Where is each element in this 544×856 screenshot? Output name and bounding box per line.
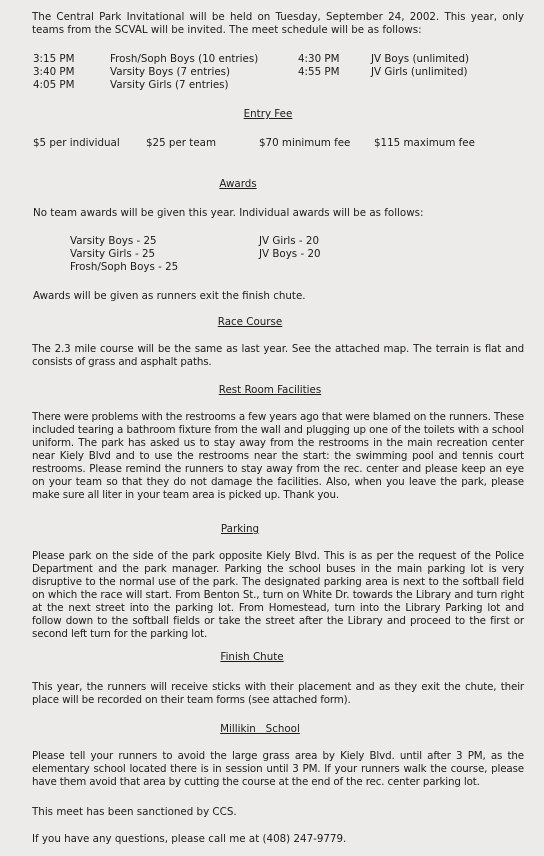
award-item: JV Girls - 20 [259, 235, 320, 247]
schedule-event: Frosh/Soph Boys (10 entries) [110, 53, 259, 65]
schedule-event: Varsity Boys (7 entries) [110, 66, 231, 78]
schedule-time: 3:40 PM [33, 66, 75, 78]
entry-fee-item: $115 maximum fee [374, 137, 475, 149]
finish-chute-heading: Finish Chute [220, 651, 284, 663]
entry-fee-heading: Entry Fee [243, 108, 293, 120]
awards-note: Awards will be given as runners exit the finish chute. [33, 290, 306, 302]
millikin-heading: Millikin School [220, 723, 300, 735]
entry-fee-item: $70 minimum fee [259, 137, 351, 149]
schedule-time: 4:55 PM [298, 66, 340, 78]
entry-fee-item: $5 per individual [33, 137, 120, 149]
award-item: JV Boys - 20 [259, 248, 321, 260]
parking-text: Please park on the side of the park opposite Kiely Blvd. This is as per the request of the Police Department and the park manager. Parking the school buses in the main parking lot is very disruptive to the normal use of the park. The designated parking area is next to the softball field on which the race will start. From Benton St., turn on White Dr. towards the Library and turn right at the next street into the parking lot. From Homestead, turn into the Library Parking lot and follow down to the softball fields or take the street after the Library and proceed to the first or second left turn for the parking lot. [32, 550, 524, 640]
schedule-time: 4:30 PM [298, 53, 340, 65]
schedule-time: 3:15 PM [33, 53, 75, 65]
awards-intro: No team awards will be given this year. Individual awards will be as follows: [33, 207, 424, 219]
race-course-text: The 2.3 mile course will be the same as last year. See the attached map. The terrain is flat and consists of grass and asphalt paths. [32, 343, 524, 368]
award-item: Varsity Girls - 25 [70, 248, 156, 260]
intro-paragraph: The Central Park Invitational will be held on Tuesday, September 24, 2002. This year, only teams from the SCVAL will be invited. The meet schedule will be as follows: [32, 11, 524, 36]
entry-fee-item: $25 per team [146, 137, 217, 149]
finish-chute-text: This year, the runners will receive sticks with their placement and as they exit the chute, their place will be recorded on their team forms (see attached form). [32, 681, 524, 706]
schedule-event: Varsity Girls (7 entries) [110, 79, 229, 91]
race-course-heading: Race Course [217, 316, 283, 328]
parking-heading: Parking [220, 523, 260, 535]
award-item: Varsity Boys - 25 [70, 235, 157, 247]
schedule-event: JV Boys (unlimited) [371, 53, 470, 65]
award-item: Frosh/Soph Boys - 25 [70, 261, 179, 273]
sanction-note: This meet has been sanctioned by CCS. [32, 806, 237, 818]
rest-room-text: There were problems with the restrooms a few years ago that were blamed on the runners. These included tearing a bathroom fixture from the wall and plugging up one of the toilets with a school uniform. The park has asked us to stay away from the restrooms in the main recreation center near Kiely Blvd and to use the restrooms near the start: the swimming pool and tennis court restrooms. Please remind the runners to stay away from the rec. center and please keep an eye on your team so that they do not damage the facilities. Also, when you leave the park, please make sure all liter in your team area is picked up. Thank you. [32, 411, 524, 501]
schedule-event: JV Girls (unlimited) [371, 66, 468, 78]
awards-heading: Awards [219, 178, 257, 190]
contact-line: If you have any questions, please call me at (408) 247-9779. [32, 833, 347, 845]
millikin-text: Please tell your runners to avoid the large grass area by Kiely Blvd. until after 3 PM, as the elementary school located there is in session until 3 PM. If your runners walk the course, please have them avoid that area by cutting the course at the end of the rec. center parking lot. [32, 750, 524, 788]
rest-room-heading: Rest Room Facilities [218, 384, 322, 396]
schedule-time: 4:05 PM [33, 79, 75, 91]
